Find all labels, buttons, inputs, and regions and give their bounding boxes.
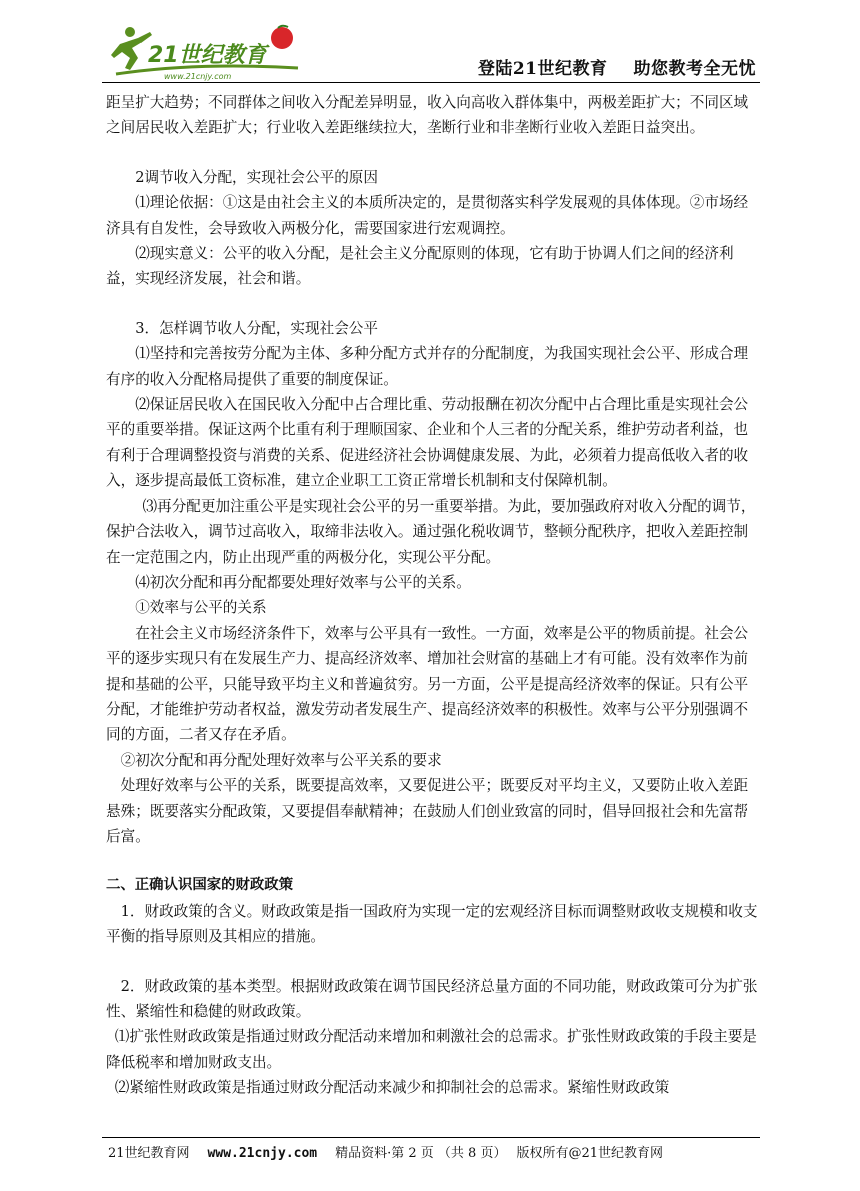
paragraph-gap <box>106 950 760 974</box>
footer-rule <box>102 1137 760 1138</box>
paragraph: 1．财政政策的含义。财政政策是指一国政府为实现一定的宏观经济目标而调整财政收支规模和收支平衡的指导原则及其相应的措施。 <box>106 902 758 946</box>
paragraph: ⑵保证居民收入在国民收入分配中占合理比重、劳动报酬在初次分配中占合理比重是实现社会公平的重要举措。保证这两个比重有利于理顺国家、企业和个人三者的分配关系，维护劳动者利益，也有利于合理调整投资与消费的关系、促进经济社会协调健康发展、为此，必须着力提高低收入者的收入，逐步提高最低工资标准，建立企业职工工资正常增长机制和支付保障机制。 <box>106 396 749 490</box>
paragraph: ⑴坚持和完善按劳分配为主体、多种分配方式并存的分配制度，为我国实现社会公平、形成合理有序的收入分配格局提供了重要的制度保证。 <box>106 345 749 388</box>
paragraph: 在社会主义市场经济条件下，效率与公平具有一致性。一方面，效率是公平的物质前提。社会公平的逐步实现只有在发展生产力、提高经济效率、增加社会财富的基础上才有可能。没有效率作为前提和基础的公平，只能导致平均主义和普遍贫穷。另一方面，公平是提高经济效率的保证。只有公平分配，才能维护劳动者权益，激发劳动者发展生产、提高经济效率的积极性。效率与公平分别强调不同的方面，二者又存在矛盾。 <box>106 624 749 744</box>
footer-page-info: 精品资料·第 2 页 （共 8 页） <box>335 1146 507 1161</box>
footer-site-url: www.21cnjy.com <box>207 1146 318 1161</box>
paragraph: ②初次分配和再分配处理好效率与公平关系的要求 <box>120 751 442 769</box>
paragraph-gap <box>106 141 760 165</box>
slogan-left: 登陆21世纪教育 <box>477 59 608 79</box>
footer-site-name: 21世纪教育网 <box>108 1146 190 1161</box>
paragraph: 2调节收入分配，实现社会公平的原因 <box>135 168 378 186</box>
paragraph: ⑴扩张性财政政策是指通过财政分配活动来增加和刺激社会的总需求。扩张性财政政策的手段主要是降低税率和增加财政支出。 <box>106 1028 757 1071</box>
paragraph: 距呈扩大趋势；不同群体之间收入分配差异明显，收入向高收入群体集中，两极差距扩大；不同区域之间居民收入差距扩大；行业收入差距继续拉大，垄断行业和非垄断行业收入差距日益突出。 <box>106 94 749 137</box>
header-slogan <box>478 54 756 79</box>
paragraph: ⑵紧缩性财政政策是指通过财政分配活动来减少和抑制社会的总需求。紧缩性财政政策 <box>114 1079 670 1097</box>
paragraph-gap <box>106 292 760 316</box>
paragraph: 2．财政政策的基本类型。根据财政政策在调节国民经济总量方面的不同功能，财政政策可分为扩张性、紧缩性和稳健的财政政策。 <box>106 977 758 1020</box>
paragraph: ⑵现实意义：公平的收入分配，是社会主义分配原则的体现，它有助于协调人们之间的经济利益，实现经济发展，社会和谐。 <box>106 245 734 288</box>
paragraph: ⑷初次分配和再分配都要处理好效率与公平的关系。 <box>135 573 471 591</box>
logo-text: 21世纪教育 <box>148 43 267 68</box>
section-heading: 二、正确认识国家的财政政策 <box>106 877 294 894</box>
footer-copyright: 版权所有@21世纪教育网 <box>516 1146 664 1161</box>
page-footer <box>108 1142 663 1161</box>
page-header <box>0 0 860 84</box>
paragraph: ⑴理论依据：①这是由社会主义的本质所决定的，是贯彻落实科学发展观的具体体现。②市场经济具有自发性，会导致收入两极分化，需要国家进行宏观调控。 <box>106 194 749 237</box>
paragraph: 3．怎样调节收人分配，实现社会公平 <box>135 319 378 337</box>
document-body <box>106 90 760 1101</box>
logo-21cnjy <box>108 22 308 82</box>
header-rule <box>102 82 760 83</box>
logo-url: www.21cnjy.com <box>164 72 232 81</box>
slogan-right: 助您教考全无忧 <box>633 59 756 79</box>
paragraph: 处理好效率与公平的关系，既要提高效率，又要促进公平；既要反对平均主义，又要防止收入差距悬殊；既要落实分配政策，又要提倡奉献精神；在鼓励人们创业致富的同时，倡导回报社会和先富帮后富。 <box>106 777 749 845</box>
paragraph-gap <box>106 849 760 873</box>
paragraph: ⑶再分配更加注重公平是实现社会公平的另一重要举措。为此，要加强政府对收入分配的调节，保护合法收入，调节过高收入，取缔非法收入。通过强化税收调节，整顿分配秩序，把收入差距控制在一定范围之内，防止出现严重的两极分化，实现公平分配。 <box>106 497 756 566</box>
paragraph: ①效率与公平的关系 <box>135 599 267 617</box>
